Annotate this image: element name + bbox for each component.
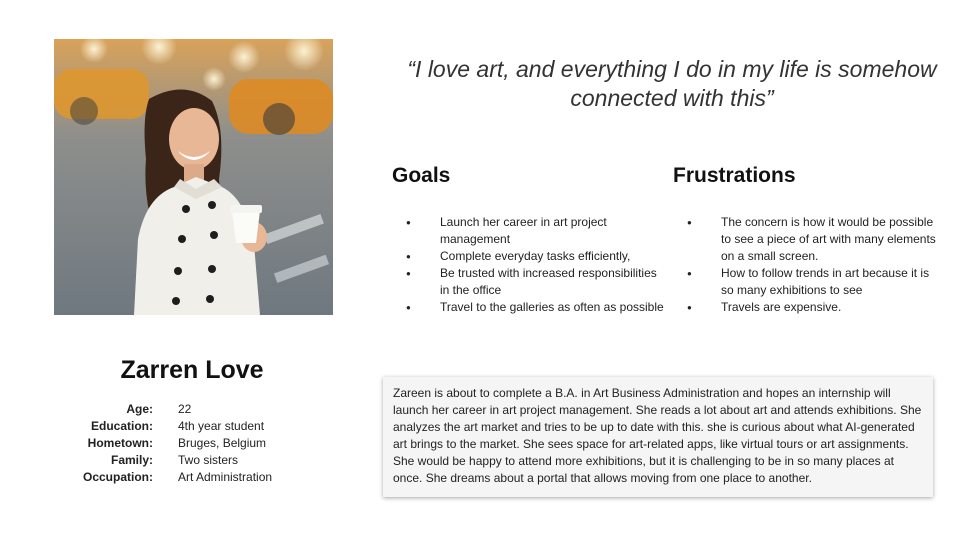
fact-row-family <box>54 452 314 469</box>
frustrations-list <box>687 214 942 316</box>
fact-value: Two sisters <box>178 453 239 467</box>
goal-item: ● Launch her career in art project management <box>406 214 668 248</box>
fact-label: Family: <box>110 453 153 467</box>
persona-facts <box>54 401 314 486</box>
fact-row-education <box>54 418 314 435</box>
persona-quote: “I love art, and everything I do in my life is somehow connected with this” <box>407 56 937 111</box>
goal-item: ● Complete everyday tasks efficiently, <box>406 248 668 265</box>
persona-bio: Zareen is about to complete a B.A. in Art Business Administration and hopes an internship will launch her career in art project management. She reads a lot about art and attends exhibitions. She analyzes the art market and tries to be up to date with this. she is curious about what AI-generated art brings to the market. She sees space for art-related apps, like virtual tours or art assignments. She would be happy to attend more exhibitions, but it is challenging to be in so many places at once. She dreams about a portal that allows moving from one place to another. <box>383 377 933 497</box>
goals-list <box>406 214 668 316</box>
frustration-item: ● Travels are expensive. <box>687 299 942 316</box>
fact-row-hometown <box>54 435 314 452</box>
frustrations-heading: Frustrations <box>673 164 796 187</box>
persona-photo-illustration <box>54 39 333 315</box>
fact-label: Education: <box>91 419 153 433</box>
fact-value: 22 <box>178 402 192 416</box>
persona-name: Zarren Love <box>120 356 264 384</box>
persona-photo <box>54 39 333 315</box>
frustration-item: ● The concern is how it would be possible to see a piece of art with many elements on a small screen. <box>687 214 942 265</box>
fact-label: Age: <box>126 402 153 416</box>
goals-heading: Goals <box>392 164 451 187</box>
fact-row-occupation <box>54 469 314 486</box>
frustration-item: ● How to follow trends in art because it is so many exhibitions to see <box>687 265 942 299</box>
goal-item: ● Be trusted with increased responsibilities in the office <box>406 265 668 299</box>
fact-label: Hometown: <box>87 436 153 450</box>
fact-value: Art Administration <box>178 470 273 484</box>
fact-label: Occupation: <box>82 470 153 484</box>
fact-row-age <box>54 401 314 418</box>
fact-value: Bruges, Belgium <box>178 436 267 450</box>
fact-value: 4th year student <box>178 419 265 433</box>
goal-item: ● Travel to the galleries as often as possible <box>406 299 668 316</box>
